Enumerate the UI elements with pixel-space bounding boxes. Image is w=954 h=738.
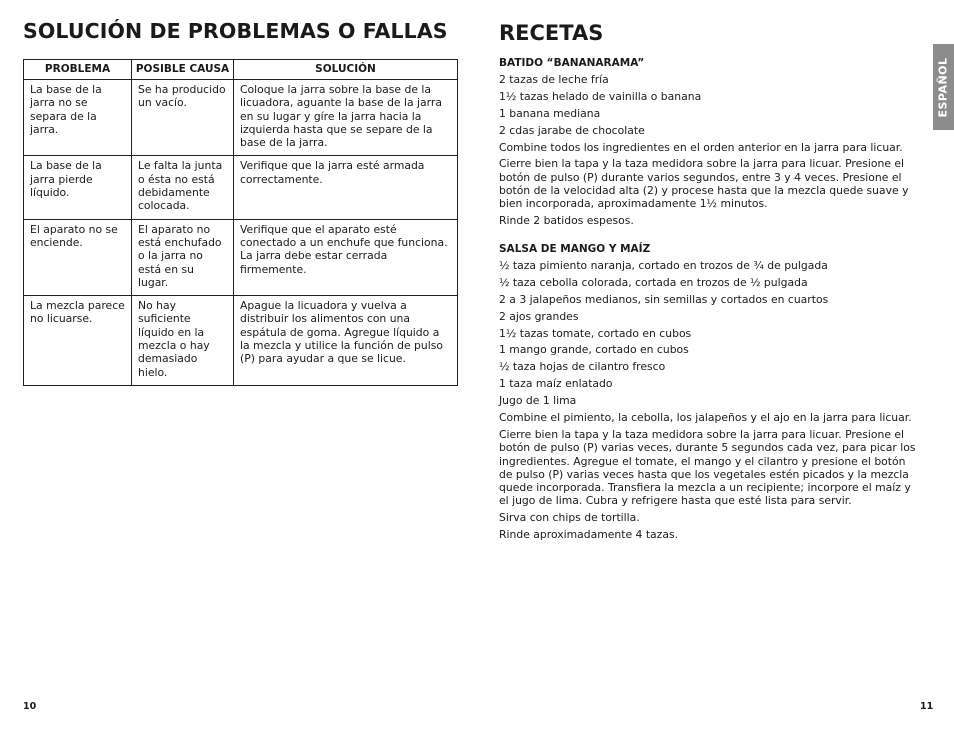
instruction-line: Cierre bien la tapa y la taza medidora sobre la jarra para licuar. Presione el botón de pulso (P) durante varios segundos, entre 3 y 4 veces. Presione el botón de la velocidad alta (2) y procese hasta que la mezcla quede suave y bien incorporada, aproximadamente 1½ minutos. (499, 157, 909, 211)
recipe-batido (499, 56, 919, 228)
recipe-name: SALSA DE MANGO Y MAÍZ (499, 243, 651, 255)
language-tab (933, 44, 954, 130)
ingredient-line: ½ taza pimiento naranja, cortado en trozos de ¾ de pulgada (499, 259, 828, 272)
left-page (23, 18, 457, 379)
serving-line: Sirva con chips de tortilla. (499, 511, 640, 525)
instruction-line: Combine todos los ingredientes en el orden anterior en la jarra para licuar. (499, 140, 903, 154)
table-row (24, 296, 458, 386)
solution-cell: Apague la licuadora y vuelva a distribuir los alimentos con una espátula de goma. Agregue líquido a la mezcla y utilice la función de pulso (P) para ayudar a que se licue. (234, 296, 458, 386)
ingredient-line: 1 banana mediana (499, 106, 601, 120)
yield-line: Rinde aproximadamente 4 tazas. (499, 528, 679, 542)
page-number-left: 10 (23, 701, 37, 712)
ingredient-line: Jugo de 1 lima (499, 394, 577, 408)
problem-cell: El aparato no se enciende. (24, 219, 132, 295)
header-solucion: SOLUCIÓN (234, 60, 458, 80)
ingredient-line: ½ taza cebolla colorada, cortada en trozos de ½ pulgada (499, 275, 808, 289)
ingredient-line: 2 cdas jarabe de chocolate (499, 123, 645, 137)
language-tab-label: ESPAÑOL (937, 56, 951, 118)
solution-cell: Coloque la jarra sobre la base de la licuadora, aguante la base de la jarra en su lugar y gíre la jarra hacia la izquierda hasta que se separe de la base de la jarra. (234, 80, 458, 156)
ingredient-line: 1 mango grande, cortado en cubos (499, 343, 689, 357)
header-posible-causa: POSIBLE CAUSA (132, 60, 234, 80)
table-row (24, 80, 458, 156)
recipes-title: RECETAS (499, 21, 604, 45)
troubleshooting-table (23, 59, 458, 386)
ingredient-line: 2 ajos grandes (499, 309, 579, 323)
ingredient-line: 1½ tazas tomate, cortado en cubos (499, 326, 692, 340)
instruction-line: Combine el pimiento, la cebolla, los jalapeños y el ajo en la jarra para licuar. (499, 411, 912, 425)
solution-cell: Verifique que el aparato esté conectado a un enchufe que funciona. La jarra debe estar cerrada firmemente. (234, 219, 458, 295)
problem-cell: La base de la jarra no se separa de la jarra. (24, 80, 132, 156)
problem-cell: La base de la jarra pierde líquido. (24, 156, 132, 219)
cause-cell: No hay suficiente líquido en la mezcla o hay demasiado hielo. (132, 296, 234, 386)
right-page (499, 18, 919, 542)
table-header-row (24, 60, 458, 80)
ingredient-line: 2 tazas de leche fría (499, 73, 609, 86)
page-number-right: 11 (920, 701, 934, 712)
ingredient-line: ½ taza hojas de cilantro fresco (499, 360, 666, 374)
header-problema: PROBLEMA (24, 60, 132, 80)
instruction-line: Cierre bien la tapa y la taza medidora sobre la jarra para licuar. Presione el botón de pulso (P) varias veces, durante 5 segundos cada vez, para picar los ingredientes. Agregue el tomate, el mango y el cilantro y presione el botón de pulso (P) varias veces hasta que los vegetales estén picados y la mezcla quede incorporada. Transfiera la mezcla a un recipiente; incorpore el maíz y el jugo de lima. Cubra y refrigere hasta que esté lista para servir. (499, 427, 916, 508)
problem-cell: La mezcla parece no licuarse. (24, 296, 132, 386)
cause-cell: El aparato no está enchufado o la jarra no está en su lugar. (132, 219, 234, 295)
table-row (24, 156, 458, 219)
yield-line: Rinde 2 batidos espesos. (499, 214, 634, 228)
recipe-salsa (499, 242, 919, 541)
troubleshooting-title: SOLUCIÓN DE PROBLEMAS O FALLAS (23, 19, 448, 43)
ingredient-line: 1½ tazas helado de vainilla o banana (499, 89, 702, 103)
cause-cell: Se ha producido un vacío. (132, 80, 234, 156)
recipe-name: BATIDO “BANANARAMA” (499, 57, 645, 69)
cause-cell: Le falta la junta o ésta no está debidamente colocada. (132, 156, 234, 219)
table-row (24, 219, 458, 295)
solution-cell: Verifique que la jarra esté armada correctamente. (234, 156, 458, 219)
ingredient-line: 2 a 3 jalapeños medianos, sin semillas y cortados en cuartos (499, 292, 829, 306)
ingredient-line: 1 taza maíz enlatado (499, 377, 613, 391)
